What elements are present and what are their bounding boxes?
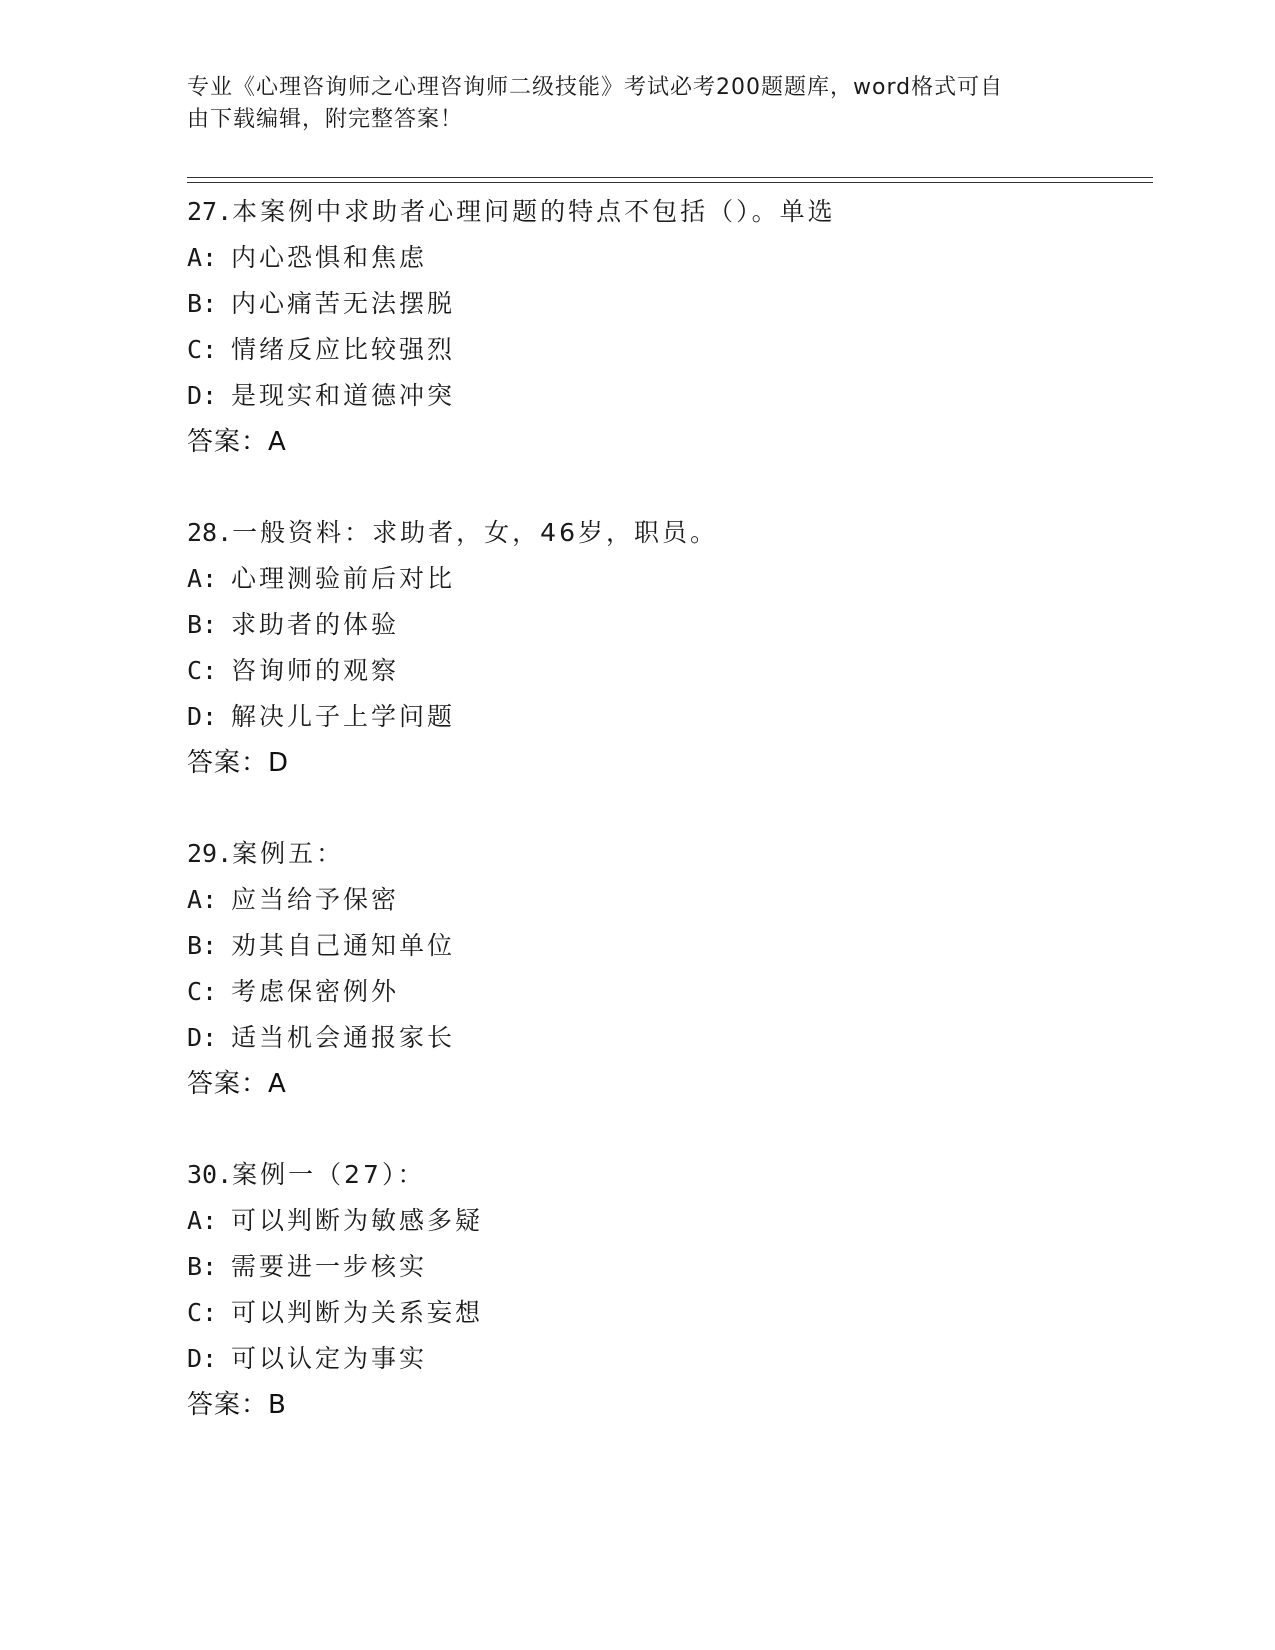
- option-c: [187, 327, 1147, 373]
- document-header: [187, 72, 1087, 136]
- option-text: 应当给予保密: [231, 885, 400, 914]
- question-text: 案例五：: [232, 839, 345, 868]
- header-divider-top: [187, 177, 1153, 178]
- option-letter: D:: [187, 702, 218, 731]
- option-d: [187, 1015, 1147, 1061]
- question-text: 案例一（27）：: [232, 1160, 426, 1189]
- question-number: 29.: [187, 839, 233, 868]
- header-line-1: 专业《心理咨询师之心理咨询师二级技能》考试必考200题题库，word格式可自: [187, 75, 1004, 100]
- option-letter: A:: [187, 1206, 218, 1235]
- option-letter: A:: [187, 885, 218, 914]
- option-text: 可以判断为关系妄想: [231, 1298, 484, 1327]
- option-b: [187, 923, 1147, 969]
- option-text: 解决儿子上学问题: [231, 702, 456, 731]
- option-c: [187, 648, 1147, 694]
- option-letter: B:: [187, 931, 218, 960]
- option-letter: D:: [187, 381, 218, 410]
- question-28: [187, 510, 1147, 786]
- option-text: 考虑保密例外: [231, 977, 400, 1006]
- option-letter: C:: [187, 656, 218, 685]
- option-d: [187, 373, 1147, 419]
- option-text: 可以判断为敏感多疑: [231, 1206, 484, 1235]
- option-text: 是现实和道德冲突: [231, 381, 456, 410]
- question-30: [187, 1152, 1147, 1428]
- option-d: [187, 694, 1147, 740]
- option-letter: D:: [187, 1344, 218, 1373]
- option-b: [187, 281, 1147, 327]
- question-list: [187, 189, 1147, 1428]
- question-text: 本案例中求助者心理问题的特点不包括（）。单选: [232, 197, 836, 226]
- option-b: [187, 602, 1147, 648]
- option-letter: B:: [187, 289, 218, 318]
- option-text: 劝其自己通知单位: [231, 931, 456, 960]
- answer-line: 答案：D: [187, 748, 290, 778]
- option-letter: C:: [187, 1298, 218, 1327]
- option-letter: A:: [187, 243, 218, 272]
- option-b: [187, 1244, 1147, 1290]
- question-stem: [187, 1152, 1147, 1198]
- option-a: [187, 877, 1147, 923]
- option-letter: B:: [187, 610, 218, 639]
- option-text: 可以认定为事实: [231, 1344, 428, 1373]
- option-letter: C:: [187, 335, 218, 364]
- option-a: [187, 1198, 1147, 1244]
- question-stem: [187, 510, 1147, 556]
- option-text: 情绪反应比较强烈: [231, 335, 456, 364]
- option-letter: D:: [187, 1023, 218, 1052]
- option-text: 适当机会通报家长: [231, 1023, 456, 1052]
- option-text: 内心痛苦无法摆脱: [231, 289, 456, 318]
- header-line-2: 由下载编辑，附完整答案！: [187, 107, 464, 132]
- question-number: 30.: [187, 1160, 233, 1189]
- option-letter: B:: [187, 1252, 218, 1281]
- option-d: [187, 1336, 1147, 1382]
- option-text: 内心恐惧和焦虑: [231, 243, 428, 272]
- question-number: 27.: [187, 197, 233, 226]
- question-stem: [187, 189, 1147, 235]
- option-text: 咨询师的观察: [231, 656, 400, 685]
- question-stem: [187, 831, 1147, 877]
- option-c: [187, 969, 1147, 1015]
- header-divider-bottom: [187, 182, 1153, 183]
- answer-line: 答案：A: [187, 427, 287, 457]
- question-number: 28.: [187, 518, 233, 547]
- option-a: [187, 235, 1147, 281]
- option-letter: A:: [187, 564, 218, 593]
- answer-line: 答案：B: [187, 1390, 287, 1420]
- option-letter: C:: [187, 977, 218, 1006]
- option-a: [187, 556, 1147, 602]
- option-c: [187, 1290, 1147, 1336]
- option-text: 需要进一步核实: [231, 1252, 428, 1281]
- question-27: [187, 189, 1147, 465]
- question-text: 一般资料：求助者，女，46岁，职员。: [232, 518, 718, 547]
- option-text: 求助者的体验: [231, 610, 400, 639]
- option-text: 心理测验前后对比: [231, 564, 456, 593]
- answer-line: 答案：A: [187, 1069, 287, 1099]
- question-29: [187, 831, 1147, 1107]
